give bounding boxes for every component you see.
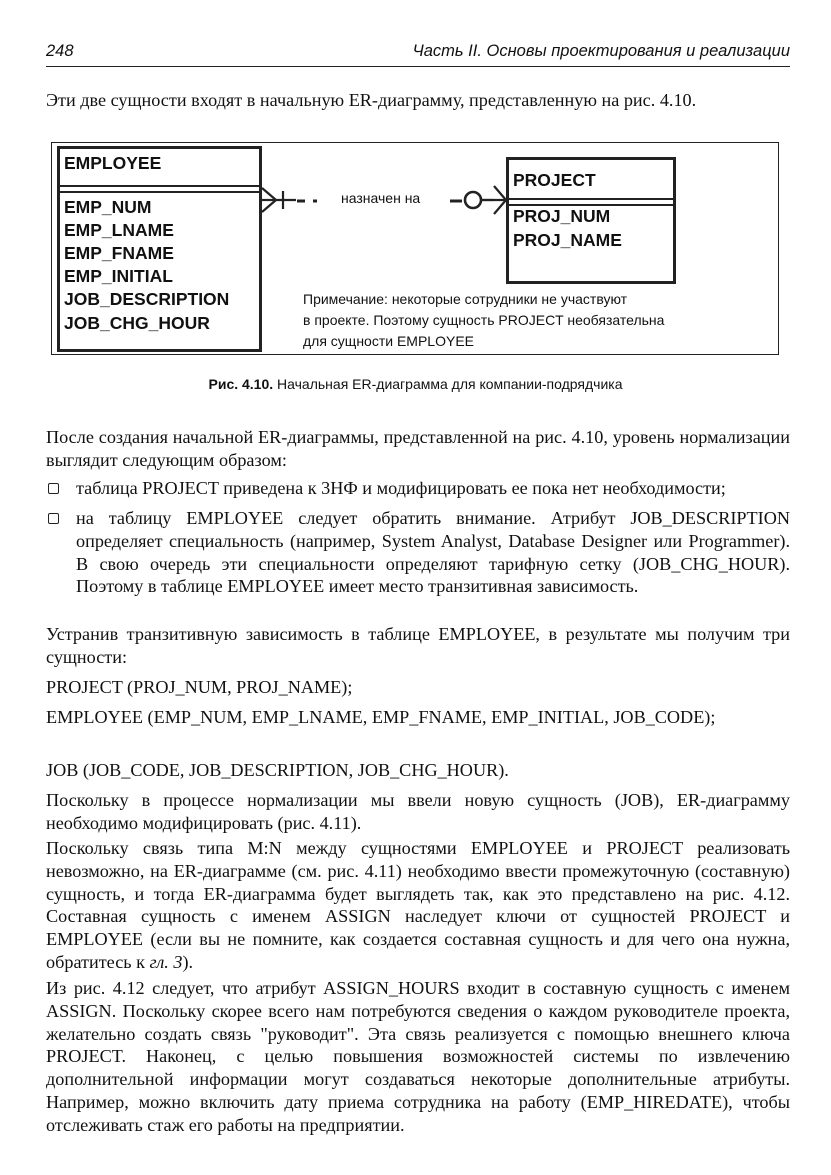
employee-entity-name: EMPLOYEE	[64, 153, 162, 173]
figure-caption	[0, 376, 831, 392]
crowfoot-line	[262, 188, 276, 200]
project-attr-proj-num: PROJ_NUM	[513, 206, 611, 226]
paragraph-4-end: ).	[182, 951, 194, 972]
bullet-text-2: на таблицу EMPLOYEE следует обратить внимание. Атрибут JOB_DESCRIPTION определяет специальность (например, System Analyst, Database Designer или Programmer). В свою очередь эти специальности определяют тарифную сетку (JOB_CHG_HOUR). Поэтому в таблице EMPLOYEE имеет место транзитивная зависимость.	[76, 508, 790, 597]
page-number: 248	[46, 42, 74, 60]
paragraph-3: Поскольку в процессе нормализации мы ввели новую сущность (JOB), ER-диаграмму необходимо модифицировать (рис. 4.11).	[46, 790, 790, 833]
part-title: Часть II. Основы проектирования и реализации	[412, 42, 790, 60]
crowfoot-line	[494, 200, 506, 214]
paragraph-1: После создания начальной ER-диаграммы, представленной на рис. 4.10, уровень нормализации выглядит следующим образом:	[46, 427, 790, 470]
crowfoot-line	[262, 200, 276, 212]
relationship-label: назначен на	[341, 190, 421, 206]
entity-def-employee: EMPLOYEE (EMP_NUM, EMP_LNAME, EMP_FNAME, EMP_INITIAL, JOB_CODE);	[46, 707, 716, 727]
note-line: Примечание: некоторые сотрудники не участвуют	[303, 291, 628, 307]
crowfoot-line	[494, 186, 506, 200]
entity-def-project: PROJECT (PROJ_NUM, PROJ_NAME);	[46, 677, 353, 697]
paragraph-5: Из рис. 4.12 следует, что атрибут ASSIGN_HOURS входит в составную сущность с именем ASSIGN. Поскольку скорее всего нам потребуются сведения о каждом руководителе проекта, желательно создать связь "руководит". Эта связь реализуется с помощью внешнего ключа PROJECT. Наконец, с целью повышения возможностей системы по извлечению дополнительной информации могут создаваться некоторые дополнительные атрибуты. Например, можно включить дату приема сотрудника на работу (EMP_HIREDATE), чтобы отслеживать стаж его работы на предприятии.	[46, 978, 790, 1135]
employee-attr-emp-lname: EMP_LNAME	[64, 220, 174, 240]
project-entity-name: PROJECT	[513, 170, 596, 190]
caption-text: Начальная ER-диаграмма для компании-подрядчика	[273, 376, 623, 392]
paragraph-4	[46, 837, 790, 974]
diagram-note	[303, 289, 743, 352]
note-line: в проекте. Поэтому сущность PROJECT необязательна	[303, 312, 665, 328]
chapter-reference: гл. 3	[149, 951, 183, 972]
optional-circle	[465, 192, 481, 208]
employee-attr-job-chg-hour: JOB_CHG_HOUR	[64, 313, 210, 333]
entity-def-job: JOB (JOB_CODE, JOB_DESCRIPTION, JOB_CHG_HOUR).	[46, 760, 509, 780]
project-attr-proj-name: PROJ_NAME	[513, 230, 622, 250]
bullet-text-1: таблица PROJECT приведена к 3НФ и модифицировать ее пока нет необходимости;	[76, 478, 726, 498]
employee-attr-emp-num: EMP_NUM	[64, 197, 152, 217]
bullet-square-icon	[48, 513, 59, 524]
employee-attr-emp-fname: EMP_FNAME	[64, 243, 174, 263]
caption-number: Рис. 4.10.	[208, 376, 274, 392]
paragraph-2: Устранив транзитивную зависимость в таблице EMPLOYEE, в результате мы получим три сущности:	[46, 624, 790, 667]
employee-attr-emp-initial: EMP_INITIAL	[64, 266, 173, 286]
bullet-square-icon	[48, 483, 59, 494]
intro-paragraph: Эти две сущности входят в начальную ER-диаграмму, представленную на рис. 4.10.	[46, 90, 697, 110]
note-line: для сущности EMPLOYEE	[303, 333, 474, 349]
paragraph-4-main: Поскольку связь типа M:N между сущностями EMPLOYEE и PROJECT реализовать невозможно, на ER-диаграмме (см. рис. 4.11) необходимо ввести промежуточную (составную) сущность, и тогда ER-диаграмма будет выглядеть так, как это представлено на рис. 4.12. Составная сущность с именем ASSIGN наследует ключи от сущностей PROJECT и EMPLOYEE (если вы не помните, как создается составная сущность и для чего она нужна, обратитесь к	[46, 838, 790, 972]
employee-attr-job-description: JOB_DESCRIPTION	[64, 289, 230, 309]
